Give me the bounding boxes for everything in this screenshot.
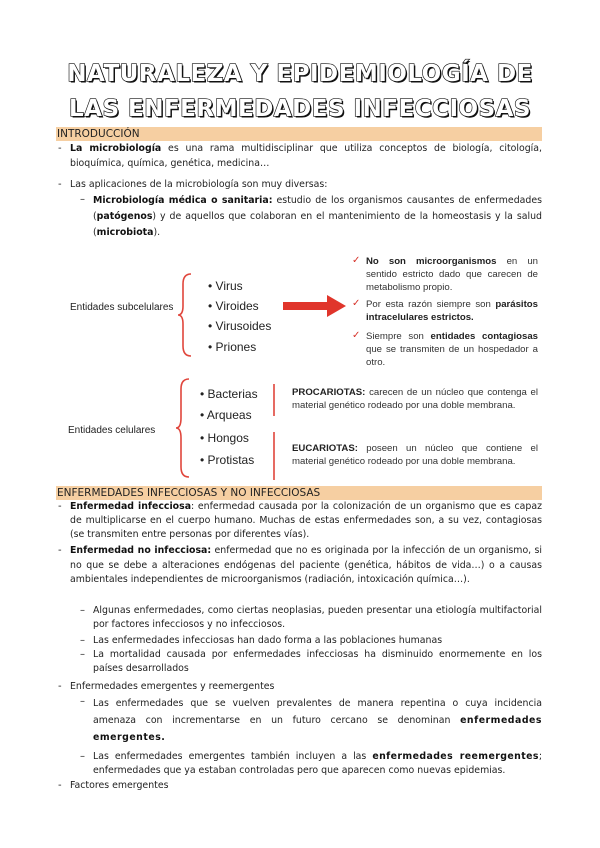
bullet-dash: - xyxy=(58,501,62,512)
term-microbiologia: La microbiología xyxy=(70,143,162,154)
bullet-dash: – xyxy=(80,696,85,707)
bullet-dash: – xyxy=(80,194,85,205)
item-virus: Virus xyxy=(215,279,243,293)
text: : enfermedad causada por la colonización de un organismo que es capaz de multiplicarse en el cuerpo humano. Muchas de estas enfermedades son, a su vez, contagiosas (se transmiten entre personas por diferentes vías). xyxy=(70,501,542,540)
bracket-celulares xyxy=(176,376,192,480)
text: ). xyxy=(153,227,161,238)
text: ) y de aquellos que colaboran en el mantenimiento de la homeostasis y la salud ( xyxy=(93,211,542,238)
bracket-procariotas-eucariotas xyxy=(272,382,286,482)
bullet-dash: – xyxy=(80,605,85,616)
cel-item: • Bacterias xyxy=(200,387,258,401)
subcel-item: • Virus xyxy=(208,279,243,293)
section-enfermedades-heading: ENFERMEDADES INFECCIOSAS Y NO INFECCIOSAS xyxy=(56,486,542,500)
item-arqueas: Arqueas xyxy=(206,408,252,422)
note-bold: entidades contagiosas xyxy=(430,331,538,342)
bullet-dash: - xyxy=(58,143,62,154)
bullet-dash: - xyxy=(58,780,62,791)
bullet-dash: - xyxy=(58,681,62,692)
check-icon: ✓ xyxy=(352,330,361,341)
sub-bullet-emergentes xyxy=(93,695,542,746)
intro-text: es una rama multidisciplinar que utiliza conceptos de biología, citología, bioquímica, química, genética, medicina… xyxy=(70,143,543,169)
note-bold: parásitos intracelulares estrictos. xyxy=(366,299,538,323)
item-viroides: Viroides xyxy=(215,299,259,313)
note-text: poseen un núcleo que contiene el material genético rodeado por una doble membrana. xyxy=(292,443,538,467)
note-contagiosas xyxy=(366,330,538,369)
subcel-item: • Viroides xyxy=(208,299,259,313)
note-parasitos xyxy=(366,298,538,324)
sub-bullet-reemergentes xyxy=(93,750,542,778)
term-microbiologia-medica: Microbiología médica o sanitaria: xyxy=(93,195,273,206)
text: Las enfermedades emergentes también incluyen a las xyxy=(93,751,373,762)
text: Las enfermedades que se vuelven prevalentes de manera repentina o cuya incidencia amenaza con incrementarse en un futuro cercano se denominan xyxy=(93,698,542,726)
sub-bullet-neoplasias: Algunas enfermedades, como ciertas neoplasias, pueden presentar una etiología multifactorial por factores infecciosos y no infecciosos. xyxy=(93,605,542,630)
term-enfermedad-no-infecciosa: Enfermedad no infecciosa: xyxy=(70,545,212,556)
bullet-dash: – xyxy=(80,635,85,646)
bullet-dash: – xyxy=(80,649,85,660)
subcel-item: • Virusoides xyxy=(208,319,272,333)
note-text: Siempre son xyxy=(366,331,431,342)
bullet-dash: - xyxy=(58,545,62,556)
text: estudio de los organismos causantes de enfermedades ( xyxy=(93,195,543,222)
text: enfermedad que no es originada por la infección de un organismo, si no que se debe a alteraciones endógenas del paciente (genética, hábitos de vida…) o a causas ambientales independientes de microorganismos (radiación, intoxicación química…). xyxy=(70,545,542,585)
label-entidades-celulares: Entidades celulares xyxy=(68,425,156,436)
page-title-line1: NATURALEZA Y EPIDEMIOLOGÍA DE xyxy=(67,61,533,87)
note-eucariotas xyxy=(292,442,538,468)
bullet-dash: – xyxy=(80,751,85,762)
sub-bullet-poblaciones: Las enfermedades infecciosas han dado forma a las poblaciones humanas xyxy=(93,635,443,646)
item-bacterias: Bacterias xyxy=(207,387,258,401)
intro-paragraph-aplicaciones: Las aplicaciones de la microbiología son muy diversas: xyxy=(70,179,328,190)
bullet-dash: - xyxy=(58,179,62,190)
item-virusoides: Virusoides xyxy=(215,319,272,333)
subcel-item: • Priones xyxy=(208,340,257,354)
note-bold: No son microorganismos xyxy=(366,256,497,267)
note-no-microorganismos xyxy=(366,255,538,294)
term-patogenos: patógenos xyxy=(96,211,153,222)
term-eucariotas: EUCARIOTAS: xyxy=(292,443,358,454)
item-hongos: Hongos xyxy=(207,431,249,445)
intro-microbiologia-medica xyxy=(93,193,542,241)
heading-factores-emergentes: Factores emergentes xyxy=(70,780,169,791)
term-enfermedad-infecciosa: Enfermedad infecciosa xyxy=(70,501,192,512)
check-icon: ✓ xyxy=(352,255,361,266)
cel-item: • Arqueas xyxy=(200,408,252,422)
term-microbiota: microbiota xyxy=(96,227,154,238)
note-text: en un sentido estricto dado que carecen de metabolismo propio. xyxy=(366,256,538,293)
note-text: carecen de un núcleo que contenga el material genético rodeado por una doble membrana. xyxy=(292,387,538,411)
intro-paragraph-microbiologia xyxy=(70,142,542,171)
check-icon: ✓ xyxy=(352,298,361,309)
item-priones: Priones xyxy=(215,340,257,354)
note-procariotas xyxy=(292,386,538,412)
cel-item: • Hongos xyxy=(200,431,249,445)
item-protistas: Protistas xyxy=(207,453,255,467)
note-text: que se transmiten de un hospedador a otro. xyxy=(366,344,538,368)
note-text: Por esta razón siempre son xyxy=(366,299,496,310)
page-title-line2: LAS ENFERMEDADES INFECCIOSAS xyxy=(68,96,532,122)
cel-item: • Protistas xyxy=(200,453,255,467)
paragraph-enfermedad-infecciosa xyxy=(70,500,542,542)
term-enfermedades-reemergentes: enfermedades reemergentes xyxy=(372,751,539,762)
paragraph-enfermedad-no-infecciosa xyxy=(70,544,542,588)
term-enfermedades-emergentes: enfermedades emergentes. xyxy=(93,715,542,743)
term-procariotas: PROCARIOTAS: xyxy=(292,387,366,398)
arrow-right-icon xyxy=(283,294,347,318)
text: ; enfermedades que ya estaban controladas pero que aparecen como nuevas epidemias. xyxy=(93,751,542,776)
heading-emergentes: Enfermedades emergentes y reemergentes xyxy=(70,681,275,692)
bracket-subcelulares xyxy=(178,270,194,360)
section-intro-heading: INTRODUCCIÓN xyxy=(56,127,542,141)
label-entidades-subcelulares: Entidades subcelulares xyxy=(70,302,174,313)
sub-bullet-mortalidad: La mortalidad causada por enfermedades infecciosas ha disminuido enormemente en los países desarrollados xyxy=(93,649,542,674)
